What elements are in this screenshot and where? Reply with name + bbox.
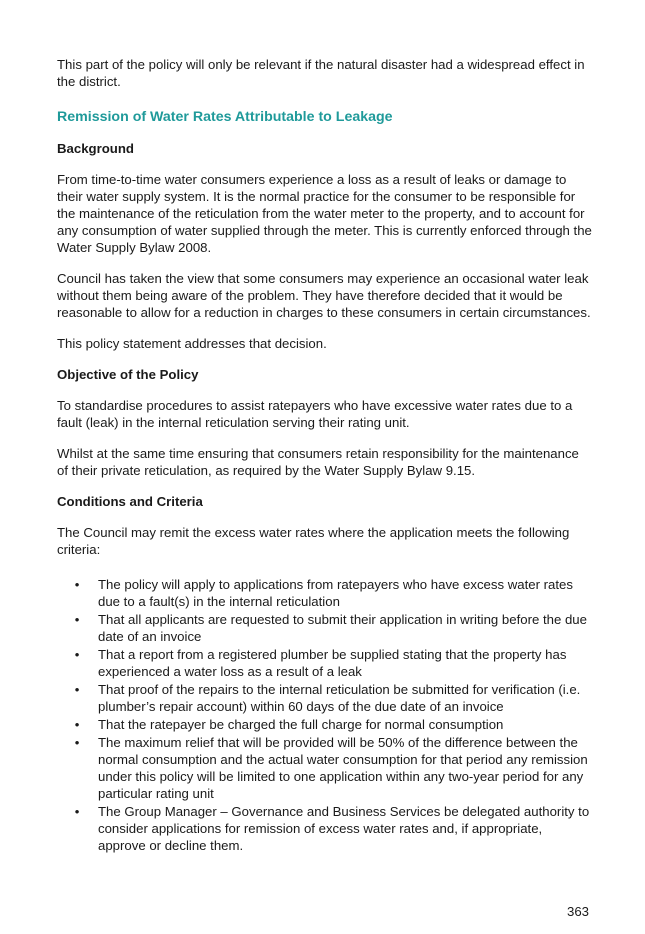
background-paragraph-3: This policy statement addresses that decision. (57, 336, 327, 351)
objective-heading: Objective of the Policy (57, 367, 199, 382)
criteria-item-text: The maximum relief that will be provided will be 50% of the difference between the normal consumption and the actual water consumption for that period any remission under this policy will be limited to one application within any two-year period for any particular rating unit (98, 735, 588, 801)
criteria-item-text: That all applicants are requested to submit their application in writing before the due date of an invoice (98, 612, 587, 644)
criteria-item (57, 646, 592, 680)
criteria-item-text: That proof of the repairs to the internal reticulation be submitted for verification (i.e. plumber’s repair account) within 60 days of the due date of an invoice (98, 682, 581, 714)
bullet-icon: • (74, 682, 80, 697)
criteria-item (57, 681, 592, 715)
section-title: Remission of Water Rates Attributable to Leakage (57, 109, 393, 125)
background-paragraph-2: Council has taken the view that some consumers may experience an occasional water leak without them being aware of the problem. They have therefore decided that it would be reasonable to allow for a reduction in charges to these consumers in certain circumstances. (57, 271, 591, 320)
objective-paragraph-1: To standardise procedures to assist ratepayers who have excessive water rates due to a fault (leak) in the internal reticulation serving their rating unit. (57, 398, 573, 430)
conditions-heading: Conditions and Criteria (57, 494, 203, 509)
bullet-icon: • (74, 647, 80, 662)
bullet-icon: • (74, 717, 80, 732)
bullet-icon: • (74, 804, 80, 819)
document-page (57, 56, 592, 855)
background-paragraph-1: From time-to-time water consumers experience a loss as a result of leaks or damage to their water supply system. It is the normal practice for the consumer to be responsible for the maintenance of the reticulation from the water meter to the property, and to account for any consumption of water supplied through the meter. This is currently enforced through the Water Supply Bylaw 2008. (57, 172, 592, 255)
criteria-list (57, 576, 592, 854)
criteria-item-text: The policy will apply to applications from ratepayers who have excess water rates due to a fault(s) in the internal reticulation (98, 577, 573, 609)
criteria-item (57, 716, 592, 733)
conditions-lead: The Council may remit the excess water rates where the application meets the following criteria: (57, 525, 570, 557)
criteria-item (57, 734, 592, 802)
bullet-icon: • (74, 735, 80, 750)
objective-paragraph-2: Whilst at the same time ensuring that consumers retain responsibility for the maintenance of their private reticulation, as required by the Water Supply Bylaw 9.15. (57, 446, 579, 478)
bullet-icon: • (74, 612, 80, 627)
background-heading: Background (57, 141, 134, 156)
criteria-item (57, 611, 592, 645)
criteria-item-text: That a report from a registered plumber be supplied stating that the property has experienced a water loss as a result of a leak (98, 647, 567, 679)
bullet-icon: • (74, 577, 80, 592)
criteria-item (57, 803, 592, 854)
page-number: 363 (566, 904, 589, 919)
criteria-item-text: The Group Manager – Governance and Business Services be delegated authority to consider applications for remission of excess water rates and, if appropriate, approve or decline them. (98, 804, 590, 853)
criteria-item (57, 576, 592, 610)
intro-paragraph: This part of the policy will only be relevant if the natural disaster had a widespread effect in the district. (57, 57, 585, 89)
criteria-item-text: That the ratepayer be charged the full charge for normal consumption (98, 717, 504, 732)
